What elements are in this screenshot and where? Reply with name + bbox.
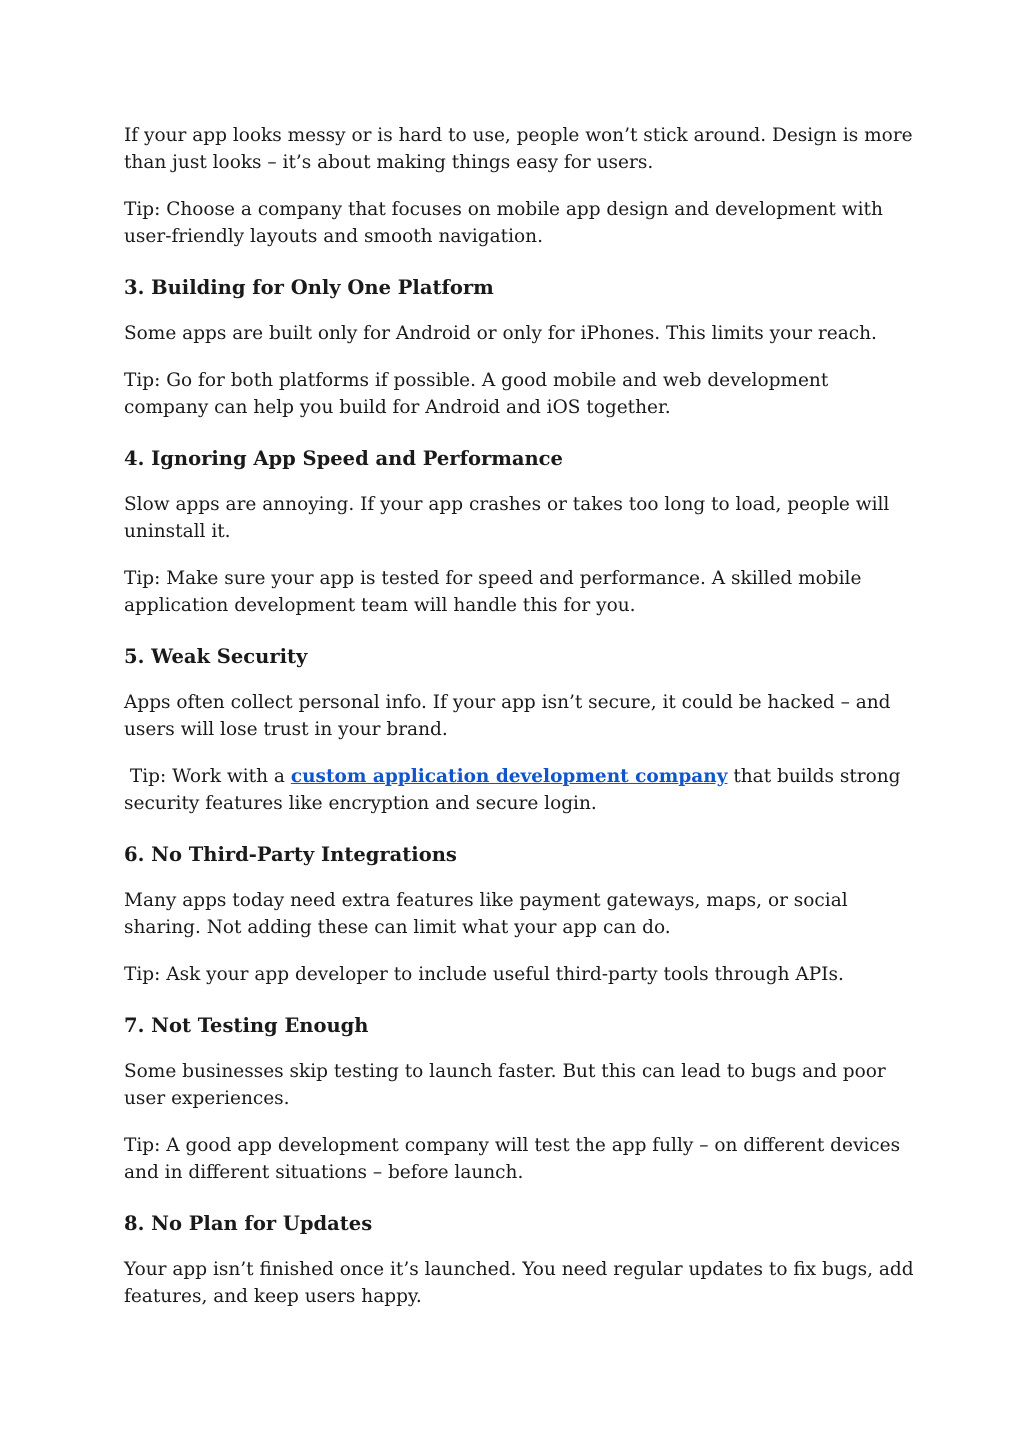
heading-building-one-platform: 3. Building for Only One Platform bbox=[124, 276, 494, 299]
custom-app-dev-company-link[interactable]: custom application development company bbox=[290, 766, 728, 787]
heading-weak-security: 5. Weak Security bbox=[124, 645, 308, 668]
tip-building-one-platform: Tip: Go for both platforms if possible. A good mobile and web development company can help you build for Android and iOS together. bbox=[124, 370, 829, 418]
heading-updates: 8. No Plan for Updates bbox=[124, 1212, 373, 1235]
intro-tip: Tip: Choose a company that focuses on mobile app design and development with user-friendly layouts and smooth navigation. bbox=[124, 199, 883, 247]
body-testing: Some businesses skip testing to launch faster. But this can lead to bugs and poor user experiences. bbox=[124, 1061, 886, 1109]
tip-testing: Tip: A good app development company will test the app fully – on different devices and in different situations – before launch. bbox=[124, 1135, 901, 1183]
heading-testing: 7. Not Testing Enough bbox=[124, 1014, 369, 1037]
heading-third-party: 6. No Third-Party Integrations bbox=[124, 843, 457, 866]
tip-third-party: Tip: Ask your app developer to include useful third-party tools through APIs. bbox=[124, 964, 844, 985]
tip-app-speed: Tip: Make sure your app is tested for speed and performance. A skilled mobile application development team will handle this for you. bbox=[124, 568, 862, 616]
intro-paragraph: If your app looks messy or is hard to use, people won’t stick around. Design is more than just looks – it’s about making things easy for users. bbox=[124, 125, 913, 173]
body-updates: Your app isn’t finished once it’s launched. You need regular updates to fix bugs, add features, and keep users happy. bbox=[124, 1259, 914, 1307]
heading-app-speed: 4. Ignoring App Speed and Performance bbox=[124, 447, 563, 470]
document-page bbox=[124, 122, 914, 1310]
body-weak-security: Apps often collect personal info. If your app isn’t secure, it could be hacked – and users will lose trust in your brand. bbox=[124, 692, 891, 740]
body-building-one-platform: Some apps are built only for Android or only for iPhones. This limits your reach. bbox=[124, 323, 877, 344]
body-third-party: Many apps today need extra features like payment gateways, maps, or social sharing. Not adding these can limit what your app can do. bbox=[124, 890, 848, 938]
tip-weak-security bbox=[124, 763, 914, 817]
tip-weak-security-rest: that builds strong security features like encryption and secure login. bbox=[124, 766, 907, 814]
tip-weak-security-lead: Tip: Work with a bbox=[124, 766, 291, 787]
body-app-speed: Slow apps are annoying. If your app crashes or takes too long to load, people will uninstall it. bbox=[124, 494, 890, 542]
